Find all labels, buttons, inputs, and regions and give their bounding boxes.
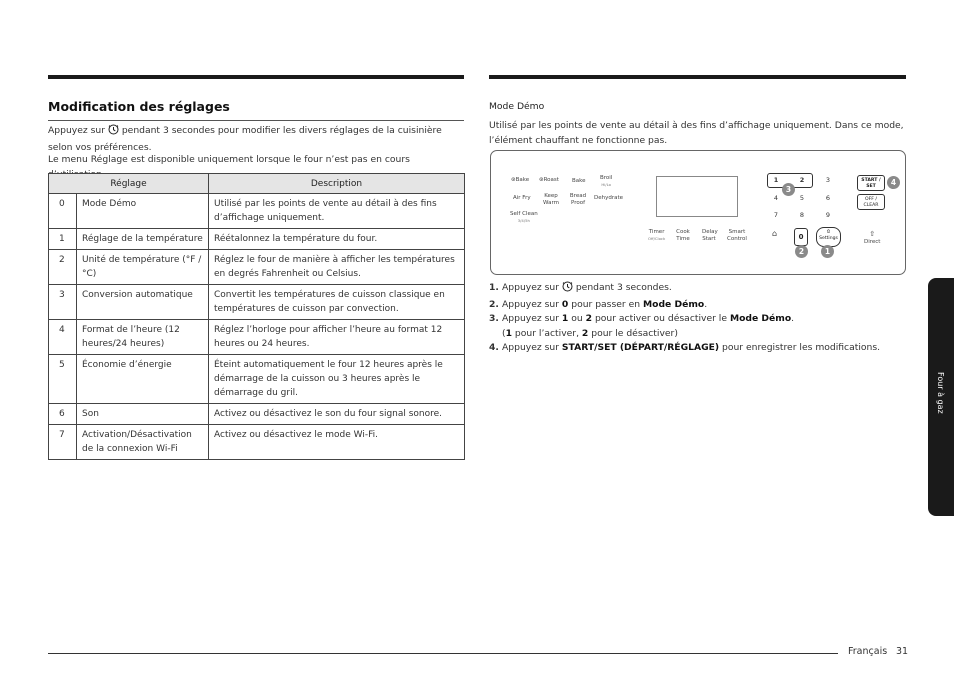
panel-label-broil: Broil Hi/Lo: [600, 175, 613, 187]
intro-note: Le menu Réglage est disponible uniquement lorsque le four n’est pas en cours: [48, 154, 410, 165]
badge-3: 3: [782, 183, 795, 196]
row-number: 2: [49, 250, 77, 285]
row-description: Activez ou désactivez le son du four signal sonore.: [209, 404, 465, 425]
table-row: [49, 404, 465, 425]
row-number: 6: [49, 404, 77, 425]
badge-2: 2: [795, 245, 808, 258]
row-setting: Réglage de la température: [77, 229, 209, 250]
key-4: 4: [773, 194, 779, 202]
table-row: [49, 425, 465, 460]
row-setting: Unité de température (°F / °C): [77, 250, 209, 285]
settings-key: ⏲ Settings: [816, 227, 841, 247]
panel-label-self-clean: Self Clean 3/4/5h: [510, 211, 538, 223]
table-row: [49, 320, 465, 355]
table-row: [49, 250, 465, 285]
table-row: [49, 285, 465, 320]
panel-label-delay-start: Delay Start: [702, 229, 718, 242]
row-setting: Activation/Désactivation de la connexion Wi-Fi: [77, 425, 209, 460]
panel-label-dehydrate: Dehydrate: [594, 195, 624, 201]
step-2: 2. Appuyez sur 0 pour passer en Mode Démo.: [489, 298, 708, 310]
row-number: 0: [49, 194, 77, 229]
key-2: 2: [799, 176, 805, 184]
key-7: 7: [773, 211, 779, 219]
key-8: 8: [799, 211, 805, 219]
demo-mode-description: Utilisé par les points de vente au détail à des fins d’affichage uniquement. Dans ce mode, l’élément chauffant ne fonctionne pas.: [489, 120, 904, 146]
section-title: Modification des réglages: [48, 99, 230, 114]
lock-icon: ⌂: [772, 229, 778, 238]
key-1: 1: [773, 176, 779, 184]
panel-label-direct: ⇧ Direct: [864, 230, 881, 245]
step-4: 4. Appuyez sur START/SET (DÉPART/RÉGLAGE) pour enregistrer les modifications.: [489, 342, 881, 353]
control-panel-illustration: [490, 150, 906, 275]
row-number: 5: [49, 355, 77, 404]
table-row: [49, 194, 465, 229]
instruction-steps: [489, 281, 906, 356]
row-number: 3: [49, 285, 77, 320]
table-header-row: [49, 174, 465, 194]
step-1: 1. Appuyez sur pendant 3 secondes.: [489, 281, 906, 298]
header-description: Description: [209, 174, 465, 194]
row-number: 4: [49, 320, 77, 355]
badge-4: 4: [887, 176, 900, 189]
row-setting: Économie d’énergie: [77, 355, 209, 404]
row-description: Activez ou désactivez le mode Wi-Fi.: [209, 425, 465, 460]
panel-label-air-fry: Air Fry: [513, 195, 531, 201]
footer-language: Français: [848, 646, 888, 657]
panel-label-conv-roast: ⊛Roast: [539, 177, 559, 183]
section-title-divider: [48, 120, 464, 121]
page-number: 31: [896, 646, 909, 657]
intro-text-after: pendant 3 secondes pour modifier les divers réglages de la cuisinière selon vos préférences.: [48, 125, 442, 153]
key-0: 0: [794, 228, 808, 246]
row-setting: Son: [77, 404, 209, 425]
panel-label-keep-warm: Keep Warm: [543, 193, 559, 206]
panel-label-bake: Bake: [572, 178, 586, 184]
clock-icon: [562, 281, 573, 298]
row-description: Éteint automatiquement le four 12 heures après le démarrage de la cuisson ou 3 heures après le démarrage du gril.: [209, 355, 465, 404]
footer-rule: [48, 653, 838, 654]
intro-paragraph: [48, 124, 464, 155]
panel-label-bread-proof: Bread Proof: [569, 193, 587, 206]
row-setting: Mode Démo: [77, 194, 209, 229]
row-description: Utilisé par les points de vente au détail à des fins d’affichage uniquement.: [209, 194, 465, 229]
demo-mode-heading: Mode Démo: [489, 101, 545, 112]
row-setting: Format de l’heure (12 heures/24 heures): [77, 320, 209, 355]
step-3: 3. Appuyez sur 1 ou 2 pour activer ou désactiver le Mode Démo. (1 pour l’activer, 2 pour le désactiver): [489, 313, 795, 339]
key-6: 6: [825, 194, 831, 202]
convection-fan-icon: ⊛: [511, 177, 516, 183]
convection-fan-icon: ⊛: [539, 177, 544, 183]
chapter-side-tab[interactable]: [928, 278, 954, 516]
table-row: [49, 355, 465, 404]
clock-icon: [108, 124, 119, 141]
side-tab-label: Four à gaz: [936, 372, 945, 414]
start-set-key: START / SET: [857, 175, 885, 191]
header-rule-right: [489, 75, 906, 79]
key-3: 3: [825, 176, 831, 184]
row-description: Convertit les températures de cuisson classique en températures de cuisson par convection.: [209, 285, 465, 320]
display-window: [656, 176, 738, 217]
row-number: 1: [49, 229, 77, 250]
header-rule-left: [48, 75, 464, 79]
panel-label-cook-time: Cook Time: [676, 229, 690, 242]
clock-icon: ⏲: [826, 230, 831, 235]
panel-label-smart-control: Smart Control: [727, 229, 747, 242]
badge-1: 1: [821, 245, 834, 258]
panel-label-conv-bake: ⊛Bake: [511, 177, 530, 183]
table-row: [49, 229, 465, 250]
key-5: 5: [799, 194, 805, 202]
row-number: 7: [49, 425, 77, 460]
off-clear-key: OFF / CLEAR: [857, 194, 885, 210]
intro-text-before: Appuyez sur: [48, 125, 105, 136]
row-description: Réétalonnez la température du four.: [209, 229, 465, 250]
panel-label-timer: Timer Off/Clock: [648, 229, 666, 241]
settings-table: [48, 173, 465, 460]
key-9: 9: [825, 211, 831, 219]
row-description: Réglez le four de manière à afficher les températures en degrés Fahrenheit ou Celsius.: [209, 250, 465, 285]
row-description: Réglez l’horloge pour afficher l’heure au format 12 heures ou 24 heures.: [209, 320, 465, 355]
header-setting: Réglage: [49, 174, 209, 194]
row-setting: Conversion automatique: [77, 285, 209, 320]
wifi-icon: ⇧: [869, 230, 876, 238]
